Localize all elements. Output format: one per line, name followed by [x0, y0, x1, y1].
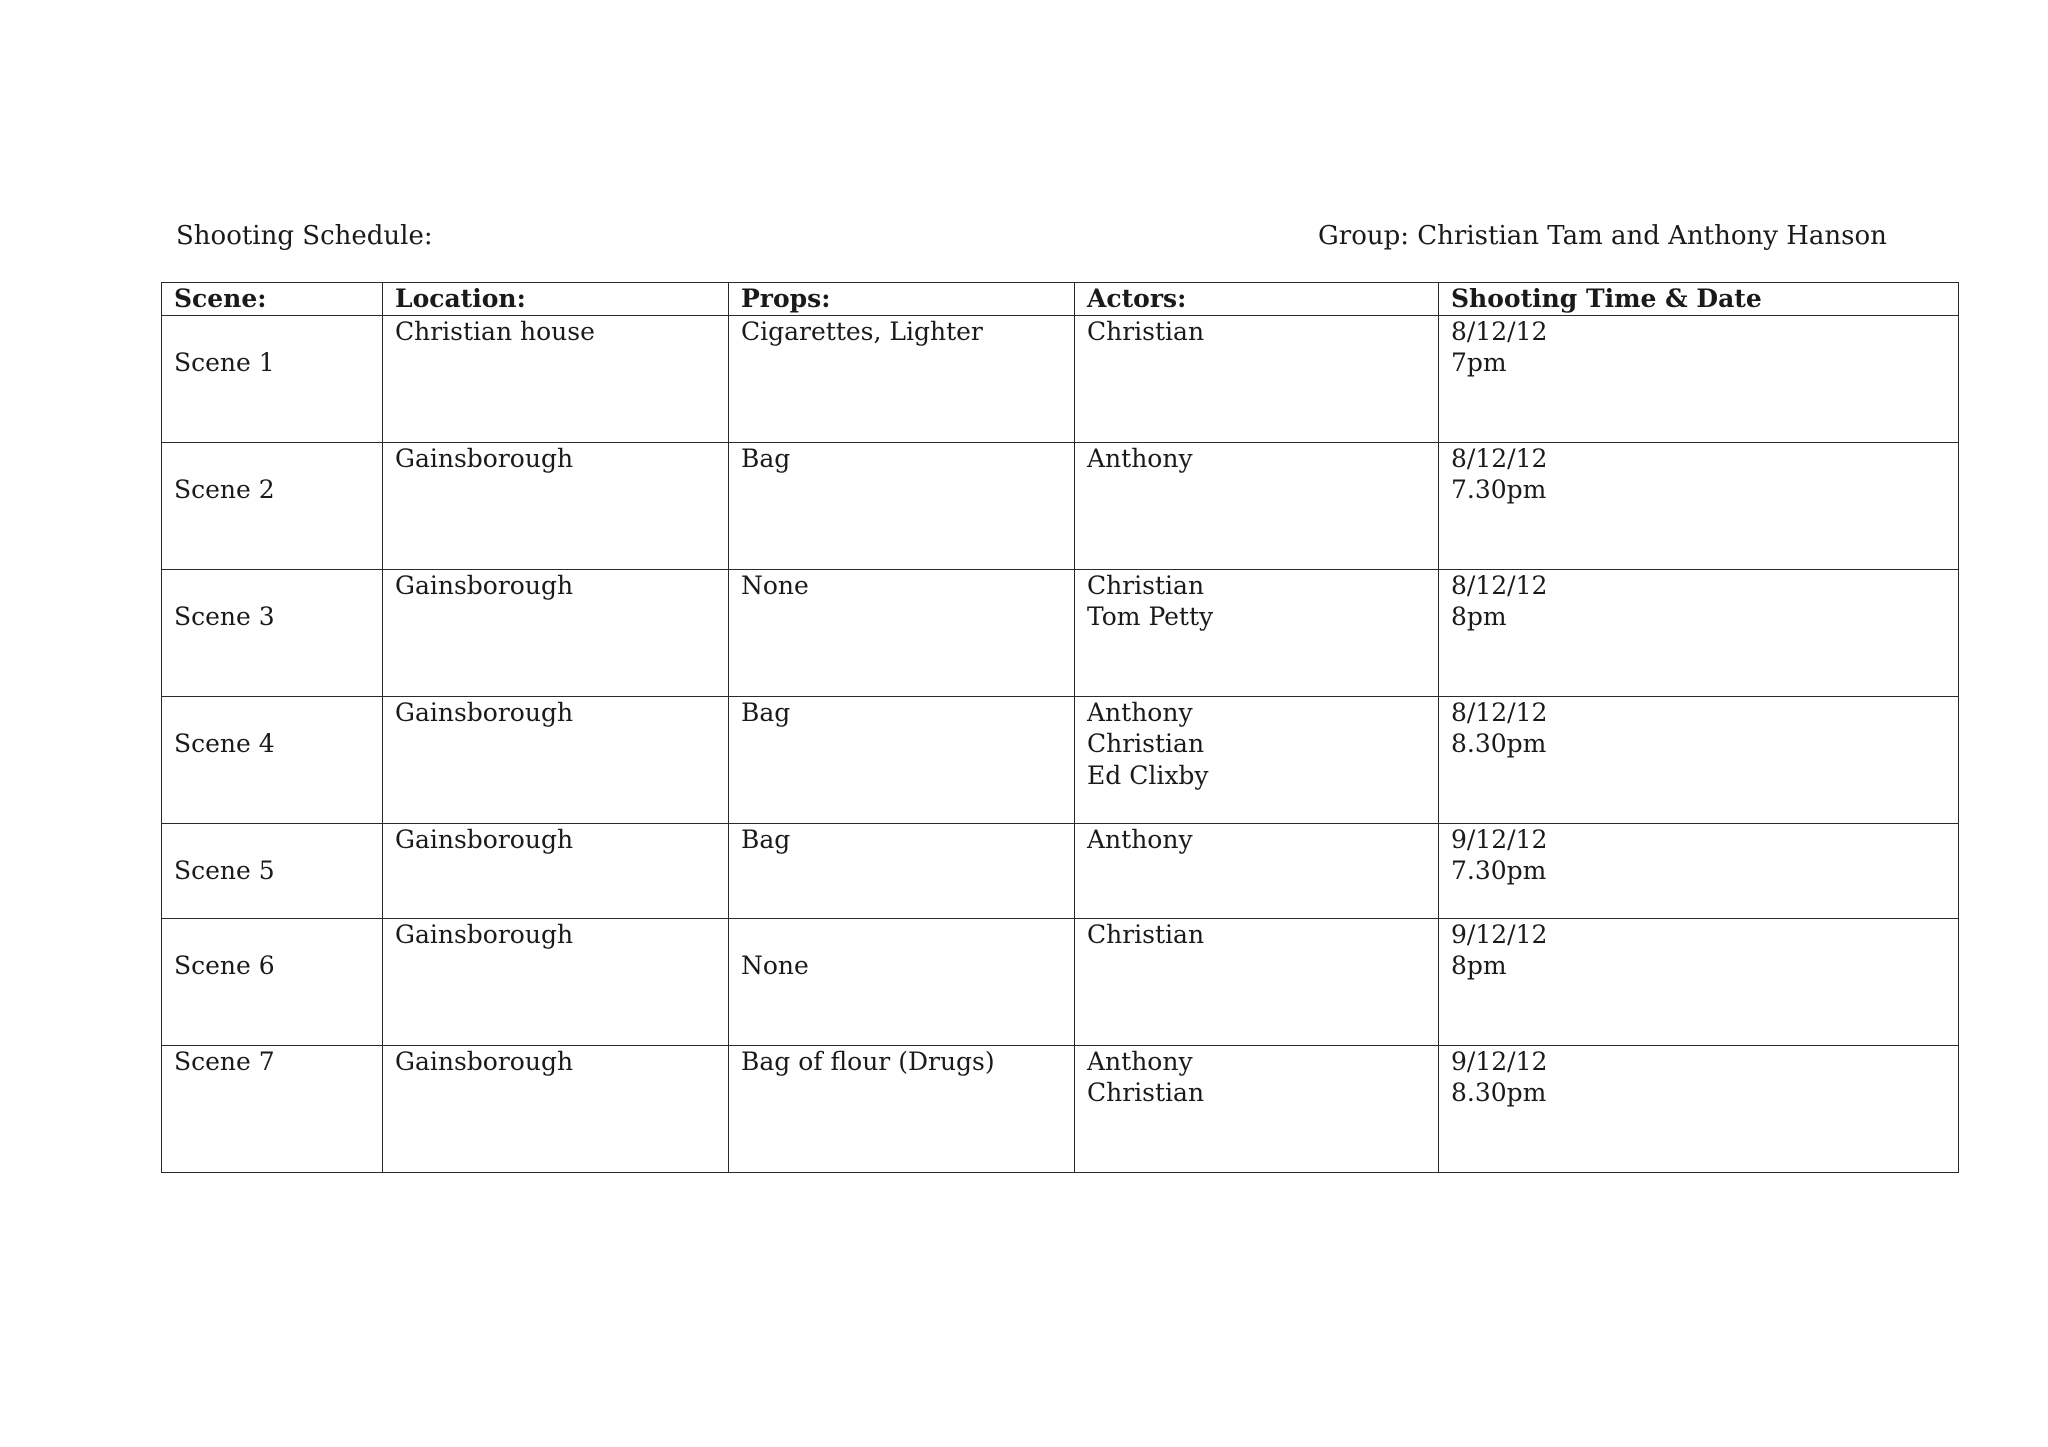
scene-cell — [162, 823, 383, 918]
column-header-scene: Scene: — [162, 283, 383, 316]
scene-cell — [162, 569, 383, 696]
shoot-date: 8/12/12 — [1451, 697, 1548, 727]
datetime-cell — [1439, 569, 1959, 696]
table-row — [162, 1045, 1959, 1172]
shoot-date: 8/12/12 — [1451, 443, 1548, 473]
actor-name: Christian — [1087, 919, 1205, 949]
location-cell: Gainsborough — [383, 823, 729, 918]
scene-label: Scene 6 — [174, 951, 275, 980]
table-row — [162, 569, 1959, 696]
location-cell: Gainsborough — [383, 1045, 729, 1172]
shoot-date: 8/12/12 — [1451, 570, 1548, 600]
location-cell: Gainsborough — [383, 918, 729, 1045]
props-cell — [729, 918, 1075, 1045]
scene-cell — [162, 696, 383, 823]
datetime-cell — [1439, 823, 1959, 918]
location-cell: Gainsborough — [383, 442, 729, 569]
datetime-cell — [1439, 1045, 1959, 1172]
scene-label: Scene 4 — [174, 729, 275, 758]
scene-label: Scene 3 — [174, 602, 275, 631]
actor-name: Anthony — [1087, 1046, 1193, 1076]
props-label: None — [741, 951, 809, 980]
actor-name: Anthony — [1087, 697, 1193, 727]
document-title: Shooting Schedule: — [176, 221, 433, 251]
shoot-date: 9/12/12 — [1451, 824, 1548, 854]
column-header-actors: Actors: — [1075, 283, 1439, 316]
table-row — [162, 442, 1959, 569]
actors-cell — [1075, 823, 1439, 918]
table-header-row — [162, 283, 1959, 316]
actor-name: Christian — [1087, 729, 1205, 758]
datetime-cell — [1439, 918, 1959, 1045]
column-header-location: Location: — [383, 283, 729, 316]
scene-label: Scene 2 — [174, 475, 275, 504]
props-cell: Bag — [729, 823, 1075, 918]
datetime-cell — [1439, 442, 1959, 569]
shoot-time: 8pm — [1451, 951, 1507, 980]
actors-cell — [1075, 696, 1439, 823]
props-cell: Bag — [729, 696, 1075, 823]
shoot-time: 7.30pm — [1451, 856, 1547, 885]
actor-name: Anthony — [1087, 824, 1193, 854]
scene-cell: Scene 7 — [162, 1045, 383, 1172]
datetime-cell — [1439, 315, 1959, 442]
props-cell: Bag — [729, 442, 1075, 569]
location-cell: Gainsborough — [383, 569, 729, 696]
shoot-time: 7.30pm — [1451, 475, 1547, 504]
table-row — [162, 315, 1959, 442]
table-row — [162, 918, 1959, 1045]
actor-name: Tom Petty — [1087, 602, 1214, 631]
location-cell: Christian house — [383, 315, 729, 442]
shooting-schedule-table — [161, 282, 1959, 1173]
actors-cell — [1075, 918, 1439, 1045]
column-header-props: Props: — [729, 283, 1075, 316]
actor-name: Christian — [1087, 570, 1205, 600]
shoot-date: 9/12/12 — [1451, 919, 1548, 949]
scene-cell — [162, 918, 383, 1045]
actor-name: Christian — [1087, 1078, 1205, 1107]
shoot-date: 9/12/12 — [1451, 1046, 1548, 1076]
scene-label: Scene 5 — [174, 856, 275, 885]
shoot-date: 8/12/12 — [1451, 316, 1548, 346]
actor-name: Christian — [1087, 316, 1205, 346]
location-cell: Gainsborough — [383, 696, 729, 823]
table-row — [162, 823, 1959, 918]
actors-cell — [1075, 569, 1439, 696]
datetime-cell — [1439, 696, 1959, 823]
actor-name: Anthony — [1087, 443, 1193, 473]
scene-label: Scene 1 — [174, 348, 275, 377]
shoot-time: 8.30pm — [1451, 1078, 1547, 1107]
shoot-time: 8pm — [1451, 602, 1507, 631]
actor-name: Ed Clixby — [1087, 760, 1209, 790]
table-row — [162, 696, 1959, 823]
shoot-time: 7pm — [1451, 348, 1507, 377]
scene-cell — [162, 315, 383, 442]
actors-cell — [1075, 442, 1439, 569]
actors-cell — [1075, 1045, 1439, 1172]
props-cell: Bag of flour (Drugs) — [729, 1045, 1075, 1172]
props-cell: None — [729, 569, 1075, 696]
group-label: Group: Christian Tam and Anthony Hanson — [1318, 221, 1887, 251]
props-cell: Cigarettes, Lighter — [729, 315, 1075, 442]
scene-cell — [162, 442, 383, 569]
shoot-time: 8.30pm — [1451, 729, 1547, 758]
actors-cell — [1075, 315, 1439, 442]
column-header-shooting-time-date: Shooting Time & Date — [1439, 283, 1959, 316]
